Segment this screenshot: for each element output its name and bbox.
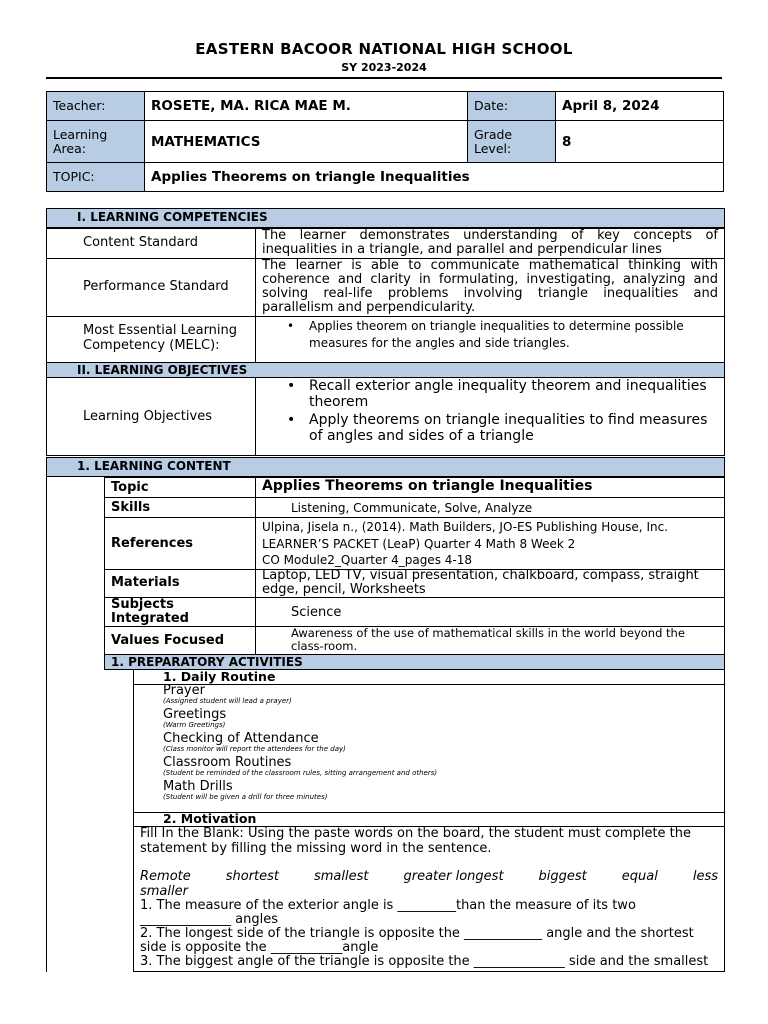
references-value — [262, 519, 668, 569]
teacher-value: ROSETE, MA. RICA MAE M. — [145, 92, 468, 121]
question-1-line2: ______________ angles — [140, 912, 278, 927]
info-row-topic — [47, 163, 724, 192]
word-biggest: biggest — [538, 869, 587, 884]
activities-right-line — [724, 670, 725, 972]
daily-routine-title: 1. Daily Routine — [163, 669, 276, 684]
reference-1: Ulpina, Jisela n., (2014). Math Builders, JO-ES Publishing House, Inc. — [262, 520, 668, 534]
routine-prayer-note: (Assigned student will lead a prayer) — [163, 697, 292, 705]
question-2-line2: side is opposite the ___________angle — [140, 940, 379, 955]
topic-label: TOPIC: — [47, 163, 145, 192]
subjects-integrated-value: Science — [291, 605, 342, 620]
melc-line1: • Applies theorem on triangle inequalities to determine possible — [309, 319, 684, 333]
word-smaller: smaller — [140, 883, 188, 899]
header-rule — [46, 77, 722, 79]
content-row-line — [104, 517, 725, 518]
content-standard-line2: inequalities in a triangle, and parallel and perpendicular lines — [262, 242, 662, 257]
content-standard-line1: The learner demonstrates understanding of key concepts of — [262, 228, 718, 243]
values-focused-value — [291, 627, 685, 653]
references-label: References — [111, 536, 194, 551]
motivation-instructions — [140, 827, 718, 856]
learning-area-label-line1: Learning — [53, 126, 108, 142]
word-equal: equal — [621, 869, 658, 884]
skills-label: Skills — [111, 500, 151, 515]
grade-level-label-line1: Grade — [474, 126, 513, 142]
learning-area-value: MATHEMATICS — [145, 121, 468, 163]
content-column-divider — [255, 477, 256, 654]
grade-level-label-line2: Level: — [474, 140, 512, 156]
routine-math-drills-note: (Student will be given a drill for three minutes) — [163, 793, 328, 801]
melc-label — [83, 323, 237, 353]
section-learning-content: 1. LEARNING CONTENT — [46, 457, 725, 477]
objectives-column-divider — [255, 377, 256, 456]
instructions-line1: Fill In the Blank: Using the paste words on the board, the student must complete the — [140, 826, 692, 841]
subjects-integrated-label — [111, 598, 189, 626]
values-focused-label: Values Focused — [111, 633, 225, 648]
word-remote: Remote — [140, 869, 191, 884]
performance-standard-label: Performance Standard — [83, 279, 229, 294]
objective-1-line2: theorem — [309, 394, 369, 410]
melc-label-line2: Competency (MELC): — [83, 338, 220, 353]
daily-routine-list — [163, 684, 437, 802]
reference-3: CO Module2_Quarter 4_pages 4-18 — [262, 553, 472, 567]
school-name: EASTERN BACOOR NATIONAL HIGH SCHOOL — [195, 40, 573, 58]
melc-label-line1: Most Essential Learning — [83, 323, 238, 338]
section-preparatory-activities: 1. PREPARATORY ACTIVITIES — [104, 654, 725, 670]
routine-math-drills: Math Drills — [163, 779, 233, 794]
routine-greetings: Greetings — [163, 707, 227, 722]
word-shortest: shortest — [225, 869, 280, 884]
info-row-area — [47, 121, 724, 163]
word-smallest: smallest — [314, 869, 369, 884]
performance-standard-line1: The learner is able to communicate mathematical thinking with — [262, 258, 718, 273]
melc-line2: measures for the angles and side triangles. — [309, 336, 570, 350]
left-frame-line — [46, 477, 47, 972]
objective-2-line1: • Apply theorems on triangle inequalities to find measures — [309, 412, 708, 428]
topic-value: Applies Theorems on triangle Inequalities — [145, 163, 724, 192]
routine-attendance-note: (Class monitor will report the attendees for the day) — [163, 745, 346, 753]
melc-item — [309, 318, 684, 352]
date-label: Date: — [468, 92, 556, 121]
info-table — [46, 91, 724, 192]
reference-2: LEARNER’S PACKET (LeaP) Quarter 4 Math 8 Week 2 — [262, 536, 576, 551]
learning-objectives-label: Learning Objectives — [83, 409, 212, 424]
motivation-title: 2. Motivation — [163, 811, 257, 826]
materials-line1: Laptop, LED TV, visual presentation, chalkboard, compass, straight — [262, 568, 699, 583]
objective-2-line2: of angles and sides of a triangle — [309, 428, 534, 444]
content-left-line — [104, 477, 105, 670]
school-year: SY 2023-2024 — [341, 61, 427, 74]
materials-line2: edge, pencil, Worksheets — [262, 582, 426, 597]
learning-area-label-line2: Area: — [53, 140, 86, 156]
subjects-label-line2: Integrated — [111, 611, 189, 626]
routine-prayer: Prayer — [163, 683, 205, 698]
teacher-label: Teacher: — [47, 92, 145, 121]
activities-left-line — [133, 670, 134, 972]
materials-label: Materials — [111, 575, 180, 590]
grade-level-label — [468, 121, 556, 163]
section-learning-competencies: I. LEARNING COMPETENCIES — [46, 208, 725, 228]
word-less: less — [692, 869, 718, 884]
date-value: April 8, 2024 — [556, 92, 724, 121]
performance-standard-line2: coherence and clarity in formulating, investigating, analyzing and — [262, 272, 718, 287]
page-bottom-line — [133, 971, 725, 972]
question-1-line1: 1. The measure of the exterior angle is _________than the measure of its two — [140, 898, 636, 913]
objective-item-1 — [309, 378, 707, 410]
routine-greetings-note: (Warm Greetings) — [163, 721, 226, 729]
info-row-teacher — [47, 92, 724, 121]
performance-standard-line4: parallelism and perpendicularity. — [262, 300, 476, 315]
question-2-line1: 2. The longest side of the triangle is opposite the ____________ angle and the shortest — [140, 926, 694, 941]
materials-value — [262, 569, 699, 597]
objective-item-2 — [309, 412, 707, 444]
content-row-line — [104, 497, 725, 498]
grade-level-value: 8 — [556, 121, 724, 163]
document-header — [46, 40, 722, 74]
learning-area-label — [47, 121, 145, 163]
values-line1: Awareness of the use of mathematical skills in the world beyond the — [291, 626, 685, 640]
performance-standard-line3: solving real-life problems involving triangle inequalities and — [262, 286, 718, 301]
routine-classroom: Classroom Routines — [163, 755, 292, 770]
content-right-line — [724, 477, 725, 670]
question-3-line1: 3. The biggest angle of the triangle is opposite the ______________ side and the smallest — [140, 954, 709, 969]
content-topic-label: Topic — [111, 480, 149, 495]
routine-attendance: Checking of Attendance — [163, 731, 319, 746]
routine-classroom-note: (Student be reminded of the classroom rules, sitting arrangement and others) — [163, 769, 438, 777]
skills-value: Listening, Communicate, Solve, Analyze — [291, 501, 533, 515]
values-line2: class-room. — [291, 639, 358, 653]
objective-1-line1: • Recall exterior angle inequality theorem and inequalities — [309, 378, 707, 394]
content-topic-value: Applies Theorems on triangle Inequalities — [262, 478, 593, 494]
word-bank — [140, 870, 718, 899]
word-greater-longest: greater longest — [403, 869, 504, 884]
word-bank-row — [140, 870, 718, 885]
fill-blank-questions — [140, 899, 718, 969]
content-standard-label: Content Standard — [83, 235, 198, 250]
content-row-line — [104, 597, 725, 598]
subjects-label-line1: Subjects — [111, 597, 174, 612]
section-learning-objectives: II. LEARNING OBJECTIVES — [46, 362, 725, 378]
instructions-line2: statement by filling the missing word in the sentence. — [140, 840, 492, 856]
